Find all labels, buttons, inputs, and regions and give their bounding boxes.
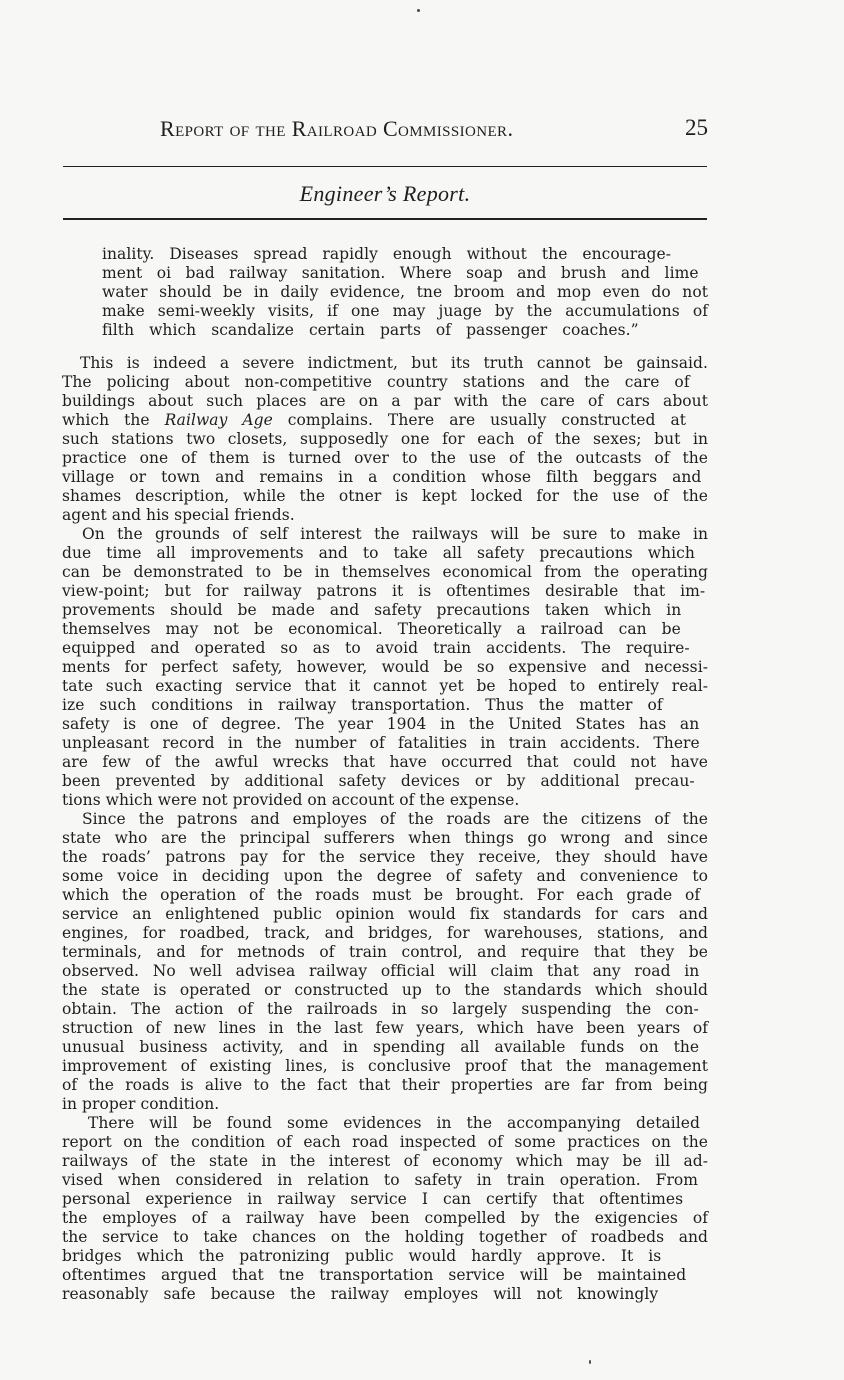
- paragraph-line: observed. No well advisea railway official will claim that any road in: [62, 962, 700, 980]
- paragraph-line: state who are the principal sufferers when things go wrong and since: [62, 829, 708, 847]
- paragraph-line: tate such exacting service that it cannot yet be hoped to entirely real-: [62, 677, 708, 695]
- page-number: 25: [685, 115, 708, 140]
- header-rule-bottom: [63, 218, 707, 220]
- paragraph-line: safety is one of degree. The year 1904 in the United States has an: [62, 715, 700, 733]
- running-title: Report of the Railroad Commissioner.: [160, 116, 514, 141]
- paragraph-line: The policing about non-competitive country stations and the care of: [62, 373, 690, 391]
- paragraph-line: obtain. The action of the railroads in so largely suspending the con-: [62, 1000, 699, 1018]
- quote-line: inality. Diseases spread rapidly enough without the encourage-: [102, 245, 672, 263]
- paragraph-line: such stations two closets, supposedly one for each of the sexes; but in: [62, 430, 708, 448]
- paragraph-line: bridges which the patronizing public would hardly approve. It is: [62, 1247, 662, 1265]
- paragraph-line: vised when considered in relation to safety in train operation. From: [62, 1171, 699, 1189]
- paragraph-line: oftentimes argued that tne transportation service will be maintained: [62, 1266, 687, 1284]
- paragraph-line: practice one of them is turned over to the use of the outcasts of the: [62, 449, 708, 467]
- paragraph-line: some voice in deciding upon the degree of safety and convenience to: [62, 867, 708, 885]
- paragraph-line: tions which were not provided on account of the expense.: [62, 791, 520, 809]
- paragraph-line: can be demonstrated to be in themselves economical from the operating: [62, 563, 708, 581]
- paragraph-line: On the grounds of self interest the railways will be sure to make in: [82, 525, 708, 543]
- paragraph-line: struction of new lines in the last few years, which have been years of: [62, 1019, 708, 1037]
- paragraph-line: themselves may not be economical. Theoretically a railroad can be: [62, 620, 681, 638]
- paragraph-line: in proper condition.: [62, 1095, 220, 1113]
- paragraph-line: which the operation of the roads must be brought. For each grade of: [62, 886, 701, 904]
- paragraph-line: due time all improvements and to take all safety precautions which: [62, 544, 695, 562]
- paragraph-line: been prevented by additional safety devices or by additional precau-: [62, 772, 695, 790]
- paragraph-line: which the Railway Age complains. There are usually constructed at: [62, 411, 687, 429]
- paragraph-line: are few of the awful wrecks that have occurred that could not have: [62, 753, 708, 771]
- section-title: Engineer’s Report.: [299, 181, 471, 206]
- paragraph-line: unusual business activity, and in spending all available funds on the: [62, 1038, 700, 1056]
- paragraph-line: unpleasant record in the number of fatalities in train accidents. There: [62, 734, 700, 752]
- paragraph-line: buildings about such places are on a par with the care of cars about: [62, 392, 708, 410]
- paragraph-line: the employes of a railway have been compelled by the exigencies of: [62, 1209, 708, 1227]
- quote-line: ment oi bad railway sanitation. Where soap and brush and lime: [102, 264, 699, 282]
- paragraph-line: equipped and operated so as to avoid train accidents. The require-: [62, 639, 690, 657]
- paragraph-line: ments for perfect safety, however, would be so expensive and necessi-: [62, 658, 708, 676]
- paragraph-line: provements should be made and safety precautions taken which in: [62, 601, 682, 619]
- paragraph-line: village or town and remains in a condition whose filth beggars and: [62, 468, 702, 486]
- header-rule-top: [63, 166, 707, 167]
- quote-line: filth which scandalize certain parts of passenger coaches.”: [102, 321, 639, 339]
- paragraph-line: the roads’ patrons pay for the service they receive, they should have: [62, 848, 708, 866]
- paragraph-line: the service to take chances on the holding together of roadbeds and: [62, 1228, 708, 1246]
- paragraph-line: There will be found some evidences in the accompanying detailed: [88, 1114, 700, 1132]
- paragraph-line: This is indeed a severe indictment, but its truth cannot be gainsaid.: [80, 354, 708, 372]
- top-ink-speck: [417, 9, 420, 12]
- paragraph-line: the state is operated or constructed up to the standards which should: [62, 981, 708, 999]
- paragraph-line: railways of the state in the interest of economy which may be ill ad-: [62, 1152, 708, 1170]
- paragraph-line: shames description, while the otner is kept locked for the use of the: [62, 487, 708, 505]
- quote-line: make semi-weekly visits, if one may juage by the accumulations of: [102, 302, 708, 320]
- paragraph-line: view-point; but for railway patrons it is oftentimes desirable that im-: [62, 582, 706, 600]
- paragraph-line: terminals, and for metnods of train control, and require that they be: [62, 943, 708, 961]
- periodical-title: Railway Age: [164, 411, 273, 429]
- paragraph-line: ize such conditions in railway transportation. Thus the matter of: [62, 696, 663, 714]
- paragraph-line: reasonably safe because the railway employes will not knowingly: [62, 1285, 659, 1303]
- quote-line: water should be in daily evidence, tne broom and mop even do not: [102, 283, 708, 301]
- paragraph-line: report on the condition of each road inspected of some practices on the: [62, 1133, 708, 1151]
- paragraph-line: personal experience in railway service I can certify that oftentimes: [62, 1190, 684, 1208]
- paragraph-line: service an enlightened public opinion would fix standards for cars and: [62, 905, 708, 923]
- paragraph-line: of the roads is alive to the fact that their properties are far from being: [62, 1076, 708, 1094]
- page-header: [160, 116, 710, 142]
- bottom-ink-speck: [589, 1360, 591, 1364]
- paragraph-line: Since the patrons and employes of the roads are the citizens of the: [82, 810, 708, 828]
- paragraph-line: agent and his special friends.: [62, 506, 295, 524]
- paragraph-line: engines, for roadbed, track, and bridges, for warehouses, stations, and: [62, 924, 708, 942]
- paragraph-line: improvement of existing lines, is conclusive proof that the management: [62, 1057, 708, 1075]
